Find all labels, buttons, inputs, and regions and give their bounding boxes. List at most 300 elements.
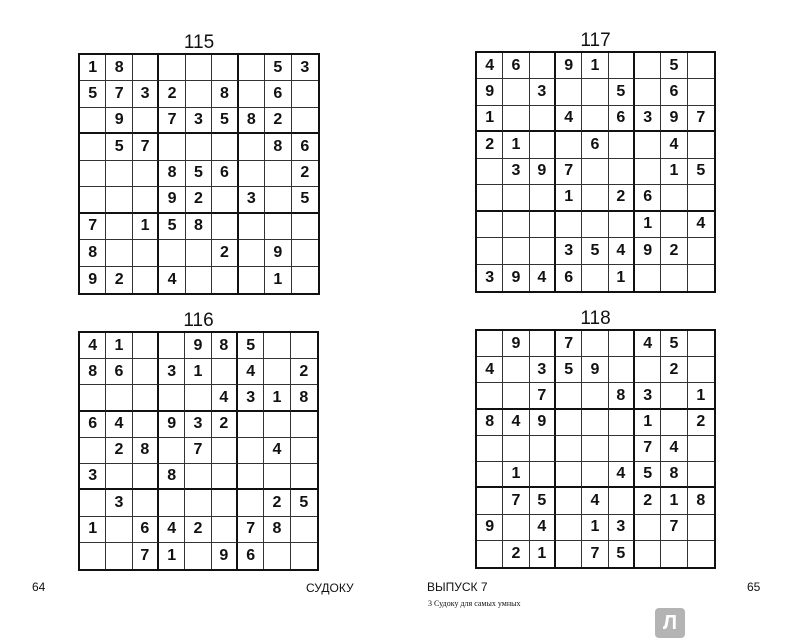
sudoku-cell: 8 <box>186 214 212 240</box>
sudoku-cell <box>530 238 556 264</box>
sudoku-cell <box>238 412 264 438</box>
page-number-right: 65 <box>747 580 761 594</box>
sudoku-cell: 1 <box>503 462 529 488</box>
sudoku-cell <box>556 462 582 488</box>
sudoku-cell <box>238 490 264 516</box>
sudoku-cell: 2 <box>159 81 185 107</box>
sudoku-cell <box>133 187 159 213</box>
sudoku-cell <box>582 331 608 357</box>
sudoku-cell <box>477 185 503 211</box>
sudoku-cell <box>661 383 687 409</box>
sudoku-cell <box>688 515 714 541</box>
sudoku-cell: 2 <box>212 240 238 266</box>
sudoku-cell <box>133 267 159 293</box>
puzzle-number: 117 <box>580 30 611 51</box>
sudoku-cell: 7 <box>556 331 582 357</box>
sudoku-cell <box>291 464 317 490</box>
sudoku-cell: 7 <box>80 214 106 240</box>
sudoku-cell: 3 <box>185 412 211 438</box>
sudoku-cell: 7 <box>503 488 529 514</box>
sudoku-cell: 9 <box>503 265 529 291</box>
sudoku-cell <box>477 462 503 488</box>
sudoku-cell <box>212 134 238 160</box>
sudoku-cell: 7 <box>133 134 159 160</box>
sudoku-cell <box>80 385 106 411</box>
sudoku-cell <box>291 543 317 569</box>
running-title-right: ВЫПУСК 7 <box>427 580 488 594</box>
sudoku-cell <box>688 265 714 291</box>
sudoku-cell <box>80 161 106 187</box>
sudoku-cell <box>688 53 714 79</box>
sudoku-cell <box>185 464 211 490</box>
sudoku-cell: 7 <box>688 106 714 132</box>
sudoku-cell <box>530 185 556 211</box>
sudoku-cell: 5 <box>556 357 582 383</box>
sudoku-cell <box>185 385 211 411</box>
sudoku-cell <box>80 438 106 464</box>
sudoku-cell: 8 <box>80 359 106 385</box>
sudoku-cell <box>265 161 291 187</box>
puzzle-number: 118 <box>580 308 611 329</box>
sudoku-cell <box>292 240 318 266</box>
sudoku-cell <box>530 132 556 158</box>
sudoku-cell <box>477 212 503 238</box>
sudoku-cell <box>106 464 132 490</box>
sudoku-cell: 9 <box>159 187 185 213</box>
sudoku-cell <box>106 543 132 569</box>
sudoku-cell: 1 <box>582 53 608 79</box>
sudoku-cell <box>609 53 635 79</box>
sudoku-cell: 8 <box>212 81 238 107</box>
sudoku-cell: 5 <box>635 462 661 488</box>
sudoku-cell: 6 <box>292 134 318 160</box>
sudoku-puzzle-118 <box>475 308 716 569</box>
sudoku-cell: 9 <box>106 108 132 134</box>
sudoku-cell: 5 <box>292 187 318 213</box>
sudoku-cell <box>239 214 265 240</box>
sudoku-cell: 2 <box>291 359 317 385</box>
sudoku-cell <box>159 134 185 160</box>
sudoku-cell <box>477 541 503 567</box>
sudoku-cell <box>133 359 159 385</box>
sudoku-cell <box>582 212 608 238</box>
sudoku-cell: 1 <box>530 541 556 567</box>
sudoku-cell: 5 <box>530 488 556 514</box>
sudoku-cell: 5 <box>661 53 687 79</box>
sudoku-cell <box>556 79 582 105</box>
sudoku-cell: 5 <box>609 541 635 567</box>
sudoku-cell: 3 <box>106 490 132 516</box>
sudoku-cell: 3 <box>635 383 661 409</box>
sudoku-cell <box>185 543 211 569</box>
sudoku-cell: 4 <box>264 438 290 464</box>
sudoku-cell: 6 <box>503 53 529 79</box>
sudoku-cell: 2 <box>635 488 661 514</box>
sudoku-cell <box>688 462 714 488</box>
sudoku-cell: 3 <box>80 464 106 490</box>
sudoku-cell <box>239 267 265 293</box>
sudoku-cell: 1 <box>661 488 687 514</box>
sudoku-cell <box>661 541 687 567</box>
sudoku-cell: 7 <box>530 383 556 409</box>
sudoku-puzzle-115 <box>78 32 320 295</box>
sudoku-cell <box>503 515 529 541</box>
sudoku-cell: 7 <box>556 159 582 185</box>
sudoku-cell: 9 <box>477 79 503 105</box>
sudoku-cell <box>530 331 556 357</box>
sudoku-cell: 1 <box>635 410 661 436</box>
sudoku-cell: 1 <box>133 214 159 240</box>
sudoku-cell: 8 <box>212 333 238 359</box>
sudoku-cell <box>503 436 529 462</box>
sudoku-cell: 4 <box>688 212 714 238</box>
sudoku-cell <box>661 185 687 211</box>
sudoku-cell <box>106 240 132 266</box>
sudoku-cell: 4 <box>212 385 238 411</box>
sudoku-cell: 1 <box>609 265 635 291</box>
sudoku-puzzle-117 <box>475 30 716 293</box>
sudoku-cell: 9 <box>477 515 503 541</box>
sudoku-cell <box>80 490 106 516</box>
sudoku-cell <box>265 187 291 213</box>
sudoku-cell <box>635 53 661 79</box>
sudoku-cell: 4 <box>477 53 503 79</box>
sudoku-cell: 1 <box>106 333 132 359</box>
sudoku-cell <box>159 490 185 516</box>
sudoku-cell <box>503 185 529 211</box>
sudoku-cell <box>238 438 264 464</box>
sudoku-cell: 3 <box>503 159 529 185</box>
sudoku-cell <box>239 134 265 160</box>
sudoku-cell: 4 <box>556 106 582 132</box>
sudoku-cell: 3 <box>186 108 212 134</box>
sudoku-cell: 2 <box>106 438 132 464</box>
sudoku-cell <box>609 331 635 357</box>
sudoku-cell <box>80 543 106 569</box>
sudoku-cell: 7 <box>106 81 132 107</box>
sudoku-cell <box>609 357 635 383</box>
sudoku-cell: 4 <box>609 238 635 264</box>
sudoku-cell <box>582 436 608 462</box>
sudoku-cell <box>556 488 582 514</box>
sudoku-cell: 2 <box>186 187 212 213</box>
page-number-left: 64 <box>32 580 46 594</box>
puzzle-number: 115 <box>183 32 215 53</box>
sudoku-cell: 7 <box>582 541 608 567</box>
sudoku-cell <box>212 187 238 213</box>
sudoku-cell <box>159 385 185 411</box>
sudoku-cell: 5 <box>106 134 132 160</box>
sudoku-cell: 1 <box>661 159 687 185</box>
sudoku-cell: 9 <box>635 238 661 264</box>
sudoku-cell: 8 <box>264 517 290 543</box>
sudoku-cell <box>264 359 290 385</box>
sudoku-cell: 4 <box>238 359 264 385</box>
sudoku-cell <box>609 159 635 185</box>
sudoku-cell <box>556 383 582 409</box>
sudoku-cell <box>609 436 635 462</box>
sudoku-cell: 5 <box>265 55 291 81</box>
sudoku-cell: 1 <box>503 132 529 158</box>
sudoku-cell <box>688 79 714 105</box>
logo-letter: Л <box>662 612 678 634</box>
sudoku-cell <box>106 214 132 240</box>
sudoku-cell: 3 <box>133 81 159 107</box>
sudoku-cell <box>556 541 582 567</box>
sudoku-cell <box>609 212 635 238</box>
sudoku-cell <box>582 462 608 488</box>
sudoku-cell: 8 <box>661 462 687 488</box>
sudoku-cell: 1 <box>80 55 106 81</box>
sudoku-cell: 3 <box>609 515 635 541</box>
sudoku-cell <box>609 132 635 158</box>
sudoku-cell: 4 <box>661 132 687 158</box>
sudoku-cell: 6 <box>609 106 635 132</box>
sudoku-cell: 3 <box>530 357 556 383</box>
sudoku-cell: 2 <box>212 412 238 438</box>
sudoku-cell: 3 <box>556 238 582 264</box>
sudoku-cell <box>133 55 159 81</box>
sudoku-cell <box>661 410 687 436</box>
sudoku-cell: 2 <box>661 357 687 383</box>
sudoku-cell: 6 <box>582 132 608 158</box>
sudoku-cell: 4 <box>159 517 185 543</box>
puzzle-number: 116 <box>183 310 214 331</box>
sudoku-cell: 2 <box>265 108 291 134</box>
sudoku-cell <box>582 106 608 132</box>
sudoku-cell <box>212 359 238 385</box>
sudoku-cell <box>291 333 317 359</box>
sudoku-cell <box>477 238 503 264</box>
sudoku-cell: 4 <box>477 357 503 383</box>
sudoku-cell: 1 <box>635 212 661 238</box>
sudoku-cell: 3 <box>239 187 265 213</box>
sudoku-cell: 3 <box>292 55 318 81</box>
sudoku-cell: 7 <box>185 438 211 464</box>
sudoku-cell: 1 <box>265 267 291 293</box>
sudoku-cell <box>503 357 529 383</box>
sudoku-cell: 8 <box>106 55 132 81</box>
sudoku-cell <box>106 161 132 187</box>
sudoku-cell <box>477 383 503 409</box>
sudoku-cell: 8 <box>80 240 106 266</box>
sudoku-cell: 6 <box>80 412 106 438</box>
sudoku-cell <box>133 412 159 438</box>
sudoku-cell: 1 <box>80 517 106 543</box>
sudoku-cell: 2 <box>661 238 687 264</box>
sudoku-cell: 1 <box>582 515 608 541</box>
sudoku-cell <box>133 240 159 266</box>
sudoku-cell <box>133 385 159 411</box>
sudoku-cell: 8 <box>265 134 291 160</box>
sudoku-cell <box>239 240 265 266</box>
sudoku-grid <box>475 51 716 293</box>
sudoku-cell <box>264 333 290 359</box>
sudoku-cell: 8 <box>609 383 635 409</box>
sudoku-cell: 8 <box>159 161 185 187</box>
sudoku-cell <box>530 53 556 79</box>
sudoku-cell: 5 <box>80 81 106 107</box>
sudoku-cell: 2 <box>185 517 211 543</box>
sudoku-cell <box>582 79 608 105</box>
sudoku-cell <box>503 79 529 105</box>
sudoku-cell: 9 <box>212 543 238 569</box>
sudoku-cell <box>159 55 185 81</box>
sudoku-cell: 2 <box>292 161 318 187</box>
sudoku-cell <box>133 490 159 516</box>
sudoku-cell <box>264 543 290 569</box>
sudoku-cell <box>106 385 132 411</box>
sudoku-grid <box>475 329 716 569</box>
sudoku-cell: 4 <box>530 265 556 291</box>
sudoku-grid <box>78 53 320 295</box>
sudoku-cell: 7 <box>661 515 687 541</box>
sudoku-cell: 3 <box>635 106 661 132</box>
sudoku-cell <box>212 267 238 293</box>
sudoku-cell <box>582 265 608 291</box>
sudoku-cell <box>212 464 238 490</box>
sudoku-cell: 8 <box>291 385 317 411</box>
sudoku-cell: 9 <box>185 333 211 359</box>
sudoku-cell: 2 <box>106 267 132 293</box>
sudoku-cell <box>688 541 714 567</box>
sudoku-cell <box>133 161 159 187</box>
sudoku-cell <box>80 187 106 213</box>
sudoku-cell <box>503 106 529 132</box>
sudoku-cell <box>530 212 556 238</box>
sudoku-cell <box>582 185 608 211</box>
sudoku-cell: 6 <box>238 543 264 569</box>
sudoku-cell <box>661 212 687 238</box>
sudoku-cell <box>556 132 582 158</box>
sudoku-cell: 9 <box>530 159 556 185</box>
sudoku-cell: 4 <box>661 436 687 462</box>
sudoku-cell <box>106 517 132 543</box>
sudoku-cell <box>291 412 317 438</box>
sudoku-cell: 4 <box>80 333 106 359</box>
sudoku-cell <box>80 108 106 134</box>
sudoku-cell <box>239 81 265 107</box>
sudoku-cell: 9 <box>530 410 556 436</box>
sudoku-cell: 1 <box>185 359 211 385</box>
running-title-left: СУДОКУ <box>306 581 354 595</box>
sudoku-cell: 6 <box>635 185 661 211</box>
sudoku-cell: 3 <box>159 359 185 385</box>
sudoku-cell: 6 <box>661 79 687 105</box>
sudoku-cell: 4 <box>106 412 132 438</box>
sudoku-cell <box>159 438 185 464</box>
sudoku-cell <box>635 541 661 567</box>
sudoku-cell <box>186 134 212 160</box>
sudoku-cell: 4 <box>159 267 185 293</box>
sudoku-cell <box>582 159 608 185</box>
sudoku-cell <box>212 438 238 464</box>
sudoku-cell <box>292 81 318 107</box>
footer-caption: 3 Судоку для самых умных <box>428 599 521 608</box>
sudoku-cell: 2 <box>688 410 714 436</box>
sudoku-cell <box>212 55 238 81</box>
sudoku-cell: 4 <box>530 515 556 541</box>
sudoku-cell: 9 <box>582 357 608 383</box>
sudoku-cell <box>609 410 635 436</box>
sudoku-cell <box>635 79 661 105</box>
sudoku-cell: 3 <box>530 79 556 105</box>
sudoku-cell: 3 <box>477 265 503 291</box>
publisher-logo <box>655 608 685 638</box>
sudoku-cell <box>635 265 661 291</box>
sudoku-cell <box>530 436 556 462</box>
sudoku-cell <box>503 238 529 264</box>
sudoku-cell <box>239 161 265 187</box>
sudoku-cell <box>582 383 608 409</box>
sudoku-cell: 6 <box>556 265 582 291</box>
sudoku-cell <box>133 464 159 490</box>
sudoku-cell: 5 <box>159 214 185 240</box>
sudoku-cell: 5 <box>186 161 212 187</box>
sudoku-cell: 1 <box>688 383 714 409</box>
sudoku-cell: 9 <box>661 106 687 132</box>
sudoku-cell <box>159 333 185 359</box>
sudoku-grid <box>78 331 319 571</box>
sudoku-cell: 8 <box>239 108 265 134</box>
sudoku-cell: 2 <box>477 132 503 158</box>
sudoku-cell: 5 <box>661 331 687 357</box>
sudoku-cell: 1 <box>477 106 503 132</box>
sudoku-cell <box>292 214 318 240</box>
sudoku-cell <box>635 132 661 158</box>
sudoku-cell: 2 <box>264 490 290 516</box>
sudoku-cell: 6 <box>212 161 238 187</box>
sudoku-cell: 1 <box>159 543 185 569</box>
sudoku-cell: 8 <box>688 488 714 514</box>
sudoku-cell <box>265 214 291 240</box>
sudoku-cell <box>503 212 529 238</box>
sudoku-cell: 6 <box>133 517 159 543</box>
sudoku-cell: 8 <box>159 464 185 490</box>
sudoku-cell: 7 <box>133 543 159 569</box>
sudoku-cell <box>688 238 714 264</box>
sudoku-cell <box>661 265 687 291</box>
sudoku-cell <box>292 108 318 134</box>
sudoku-cell <box>159 240 185 266</box>
sudoku-cell <box>186 55 212 81</box>
sudoku-cell: 1 <box>264 385 290 411</box>
sudoku-cell: 2 <box>609 185 635 211</box>
sudoku-cell: 5 <box>212 108 238 134</box>
sudoku-cell <box>635 515 661 541</box>
sudoku-cell: 4 <box>635 331 661 357</box>
sudoku-cell <box>264 412 290 438</box>
sudoku-cell: 4 <box>609 462 635 488</box>
sudoku-cell: 6 <box>106 359 132 385</box>
sudoku-cell <box>556 410 582 436</box>
sudoku-cell <box>212 490 238 516</box>
sudoku-cell: 4 <box>582 488 608 514</box>
sudoku-cell: 8 <box>133 438 159 464</box>
sudoku-cell <box>477 159 503 185</box>
sudoku-cell <box>688 132 714 158</box>
sudoku-cell <box>477 436 503 462</box>
sudoku-cell <box>556 212 582 238</box>
sudoku-cell: 9 <box>503 331 529 357</box>
sudoku-cell: 5 <box>582 238 608 264</box>
sudoku-cell <box>186 240 212 266</box>
sudoku-cell <box>292 267 318 293</box>
sudoku-cell <box>239 55 265 81</box>
sudoku-cell <box>291 438 317 464</box>
sudoku-cell <box>609 488 635 514</box>
sudoku-cell <box>582 410 608 436</box>
